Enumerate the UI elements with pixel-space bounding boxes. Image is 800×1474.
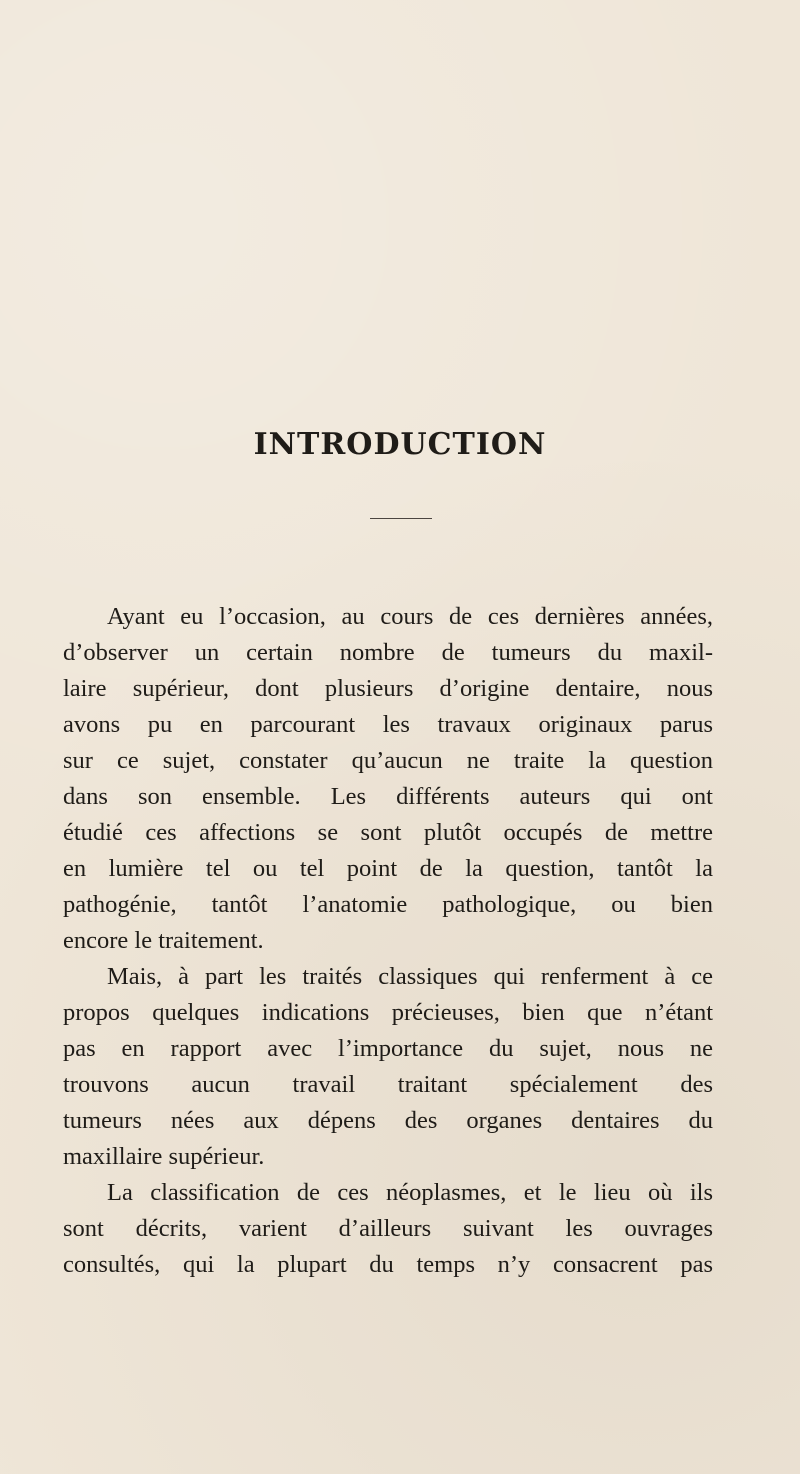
body-text	[63, 599, 713, 1283]
text-line: consultés, qui la plupart du temps n’y consacrent pas	[63, 1251, 713, 1278]
text-line: tumeurs nées aux dépens des organes dentaires du	[63, 1107, 713, 1134]
text-line: trouvons aucun travail traitant spécialement des	[63, 1071, 713, 1098]
text-line: étudié ces affections se sont plutôt occupés de mettre	[63, 819, 713, 846]
text-line: dans son ensemble. Les différents auteurs qui ont	[63, 783, 713, 810]
text-line: d’observer un certain nombre de tumeurs du maxil-	[63, 639, 713, 666]
text-line: laire supérieur, dont plusieurs d’origine dentaire, nous	[63, 675, 713, 702]
chapter-heading: INTRODUCTION	[253, 427, 547, 462]
text-line: avons pu en parcourant les travaux originaux parus	[63, 711, 713, 738]
text-line: maxillaire supérieur.	[63, 1143, 265, 1170]
text-line: sur ce sujet, constater qu’aucun ne traite la question	[63, 747, 713, 774]
text-line: encore le traitement.	[63, 927, 264, 954]
text-line: en lumière tel ou tel point de la question, tantôt la	[63, 855, 713, 882]
text-line: Ayant eu l’occasion, au cours de ces dernières années,	[107, 603, 713, 630]
text-line: sont décrits, varient d’ailleurs suivant les ouvrages	[63, 1215, 713, 1242]
text-line: pathogénie, tantôt l’anatomie pathologique, ou bien	[63, 891, 713, 918]
text-line: propos quelques indications précieuses, bien que n’étant	[63, 999, 713, 1026]
text-line: pas en rapport avec l’importance du sujet, nous ne	[63, 1035, 713, 1062]
text-line: La classification de ces néoplasmes, et le lieu où ils	[107, 1179, 713, 1206]
text-line: Mais, à part les traités classiques qui renferment à ce	[107, 963, 713, 990]
heading-divider	[370, 518, 432, 519]
